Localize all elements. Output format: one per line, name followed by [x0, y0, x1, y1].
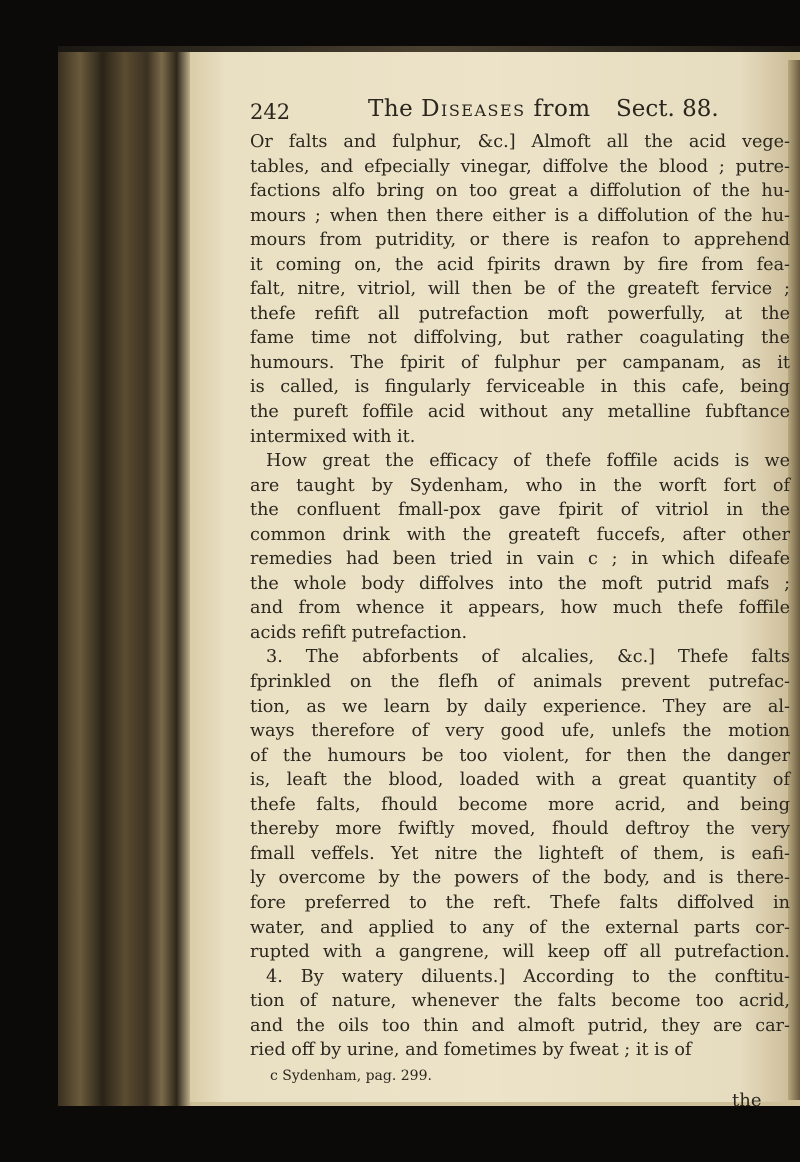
text-line: and the oils too thin and almoft putrid, they are car- [250, 1015, 790, 1036]
text-line: is, leaft the blood, loaded with a great quantity of [250, 770, 790, 791]
page-number: 242 [250, 100, 291, 124]
text-line: fprinkled on the flefh of animals prevent putrefac- [250, 672, 790, 693]
text-line: mours from putridity, or there is reafon to apprehend [250, 230, 790, 251]
text-line: 4. By watery diluents.] According to the conftitu- [266, 966, 790, 987]
catchword: the [732, 1090, 762, 1111]
text-line: water, and applied to any of the external parts cor- [250, 917, 790, 938]
title-word-from: from [533, 96, 591, 122]
footnote: c Sydenham, pag. 299. [270, 1068, 432, 1084]
text-line: How great the efficacy of thefe foffile acids is we [266, 451, 790, 472]
text-line: intermixed with it. [250, 426, 416, 447]
text-line: ried off by urine, and fometimes by fweat ; it is of [250, 1040, 692, 1061]
text-line: and from whence it appears, how much thefe foffile [250, 598, 790, 619]
text-line: tion of nature, whenever the falts become too acrid, [250, 991, 790, 1012]
text-line: rupted with a gangrene, will keep off all putrefaction. [250, 942, 790, 963]
running-header [250, 96, 790, 130]
text-line: Or falts and fulphur, &c.] Almoft all the acid vege- [250, 132, 790, 152]
title-word-the: The [368, 96, 414, 122]
title-word-diseases: Diseases [421, 96, 526, 122]
text-line: thefe refift all putrefaction moft powerfully, at the [250, 303, 790, 324]
text-line: the pureft foffile acid without any metalline fubftance [250, 402, 790, 423]
text-line: are taught by Sydenham, who in the worft fort of [250, 475, 790, 496]
text-line: fore preferred to the reft. Thefe falts diffolved in [250, 892, 790, 913]
section-reference: Sect. 88. [616, 96, 719, 122]
text-line: thereby more fwiftly moved, fhould deftroy the very [250, 819, 790, 840]
text-line: it coming on, the acid fpirits drawn by fire from fea- [250, 254, 790, 275]
text-line: the confluent fmall-pox gave fpirit of vitriol in the [250, 500, 790, 521]
text-line: humours. The fpirit of fulphur per campanam, as it [250, 352, 790, 373]
text-line: tion, as we learn by daily experience. They are al- [250, 696, 790, 717]
running-title [368, 96, 591, 122]
text-line: fmall veffels. Yet nitre the lighteft of them, is eafi- [250, 843, 790, 864]
text-line: remedies had been tried in vain c ; in which difeafe [250, 549, 790, 570]
body-text [250, 130, 790, 1063]
text-line: 3. The abforbents of alcalies, &c.] Thefe falts [266, 647, 790, 668]
text-line: ly overcome by the powers of the body, and is there- [250, 868, 790, 889]
text-line: mours ; when then there either is a diffolution of the hu- [250, 205, 790, 226]
text-line: thefe falts, fhould become more acrid, and being [250, 794, 790, 815]
text-line: ways therefore of very good ufe, unlefs the motion [250, 721, 790, 742]
text-line: fame time not diffolving, but rather coagulating the [250, 328, 790, 349]
text-line: acids refift putrefaction. [250, 622, 468, 643]
text-line: of the humours be too violent, for then the danger [250, 745, 790, 766]
text-line: tables, and efpecially vinegar, diffolve the blood ; putre- [250, 156, 790, 177]
text-line: the whole body diffolves into the moft putrid mafs ; [250, 573, 790, 594]
text-line: factions alfo bring on too great a diffolution of the hu- [250, 181, 790, 202]
text-line: common drink with the greateft fuccefs, after other [250, 524, 790, 545]
text-line: falt, nitre, vitriol, will then be of the greateft fervice ; [250, 279, 790, 300]
text-line: is called, is fingularly ferviceable in this cafe, being [250, 377, 790, 398]
